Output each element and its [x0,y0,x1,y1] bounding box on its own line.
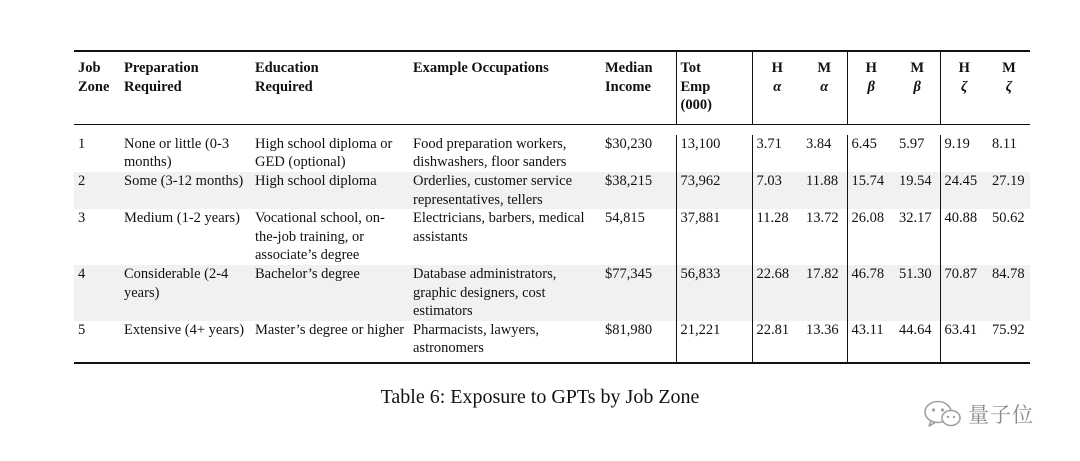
header-line: Education [255,60,319,76]
cell-income: 54,815 [605,210,645,227]
cell-m-beta: 44.64 [899,321,932,338]
cell-emp: 37,881 [676,209,752,265]
cell-occ: Pharmacists, lawyers, astronomers [413,321,540,357]
header-line: β [867,78,875,95]
header-line: H [958,60,970,76]
cell-m-alpha: 13.72 [806,210,839,227]
header-median-income [601,51,676,124]
header-line: (000) [680,97,712,114]
header-occupations [409,51,601,124]
header-preparation [120,51,251,124]
cell-edu: Vocational school, on-the-job training, or associate’s degree [255,210,385,264]
cell-m-zeta: 75.92 [992,321,1025,338]
cell-h-zeta: 63.41 [940,321,988,363]
cell-emp: 21,221 [676,321,752,363]
cell-m-zeta: 50.62 [992,210,1025,227]
header-line: α [820,78,829,95]
header-line: β [913,78,921,95]
header-line: H [771,60,783,76]
cell-emp: 56,833 [676,265,752,321]
cell-m-beta: 32.17 [899,210,932,227]
header-line: ζ [961,78,968,95]
cell-prep: Extensive (4+ years) [124,321,245,338]
cell-prep: None or little (0-3 months) [124,135,230,171]
header-line: M [1002,60,1016,76]
header-m-alpha [802,51,847,124]
header-line: Job [78,60,101,76]
cell-h-zeta: 40.88 [940,209,988,265]
cell-h-beta: 43.11 [847,321,895,363]
header-line: Required [255,78,313,95]
cell-m-alpha: 3.84 [806,135,832,152]
cell-edu: High school diploma or GED (optional) [255,135,393,171]
cell-m-alpha: 13.36 [806,321,839,338]
table-row [74,209,1030,265]
cell-zone: 3 [78,210,86,227]
header-line: ζ [1005,78,1013,95]
job-zone-table [74,50,1030,364]
spacer-row [74,124,1030,135]
cell-occ: Database administrators, graphic designers, cost estimators [409,265,601,321]
cell-emp: 13,100 [676,135,752,172]
header-line: α [773,78,782,95]
cell-h-alpha: 7.03 [752,172,802,209]
header-line: M [817,60,832,76]
header-line: M [910,60,925,76]
cell-h-zeta: 9.19 [940,135,988,172]
header-m-zeta [988,51,1030,124]
table-row [74,172,1030,209]
cell-income: $38,215 [601,172,676,209]
cell-h-alpha: 3.71 [752,135,802,172]
cell-h-beta: 6.45 [847,135,895,172]
header-line: Emp [680,78,711,95]
cell-h-alpha: 11.28 [752,209,802,265]
cell-h-beta: 15.74 [847,172,895,209]
header-h-beta [847,51,895,124]
table-row [74,265,1030,321]
cell-zone: 5 [78,321,86,338]
cell-m-beta: 5.97 [899,135,925,152]
cell-edu: High school diploma [251,172,409,209]
header-total-employment [676,51,752,124]
wechat-icon [922,399,962,429]
cell-h-zeta: 70.87 [940,265,988,321]
cell-occ: Food preparation workers, dishwashers, floor sanders [413,135,567,171]
cell-edu: Bachelor’s degree [251,265,409,321]
cell-h-alpha: 22.68 [752,265,802,321]
header-education [251,51,409,124]
cell-edu: Master’s degree or higher [255,321,405,338]
cell-zone: 2 [74,172,120,209]
cell-zone: 4 [74,265,120,321]
cell-income: $30,230 [605,135,653,152]
cell-prep: Some (3-12 months) [120,172,251,209]
cell-m-zeta: 84.78 [988,265,1030,321]
cell-emp: 73,962 [676,172,752,209]
table-row [74,135,1030,172]
header-m-beta [895,51,940,124]
cell-h-zeta: 24.45 [940,172,988,209]
cell-h-beta: 26.08 [847,209,895,265]
cell-h-alpha: 22.81 [752,321,802,363]
cell-m-beta: 19.54 [895,172,940,209]
cell-occ: Electricians, barbers, medical assistants [413,210,585,245]
header-line: Example Occupations [413,60,549,76]
cell-m-zeta: 8.11 [992,135,1017,152]
cell-income: $81,980 [605,321,653,338]
cell-m-alpha: 17.82 [802,265,847,321]
cell-occ: Orderlies, customer service representatives, tellers [409,172,601,209]
cell-m-beta: 51.30 [895,265,940,321]
cell-m-alpha: 11.88 [802,172,847,209]
table-row [74,321,1030,363]
header-job-zone [74,51,120,124]
header-line: H [865,60,877,76]
header-line: Required [124,78,182,95]
header-line: Preparation [124,60,199,76]
header-line: Zone [78,78,110,95]
cell-income: $77,345 [601,265,676,321]
header-line: Median [605,60,653,76]
watermark-text: 量子位 [968,403,1034,427]
header-h-zeta [940,51,988,124]
header-row [74,51,1030,124]
cell-prep: Considerable (2-4 years) [120,265,251,321]
cell-zone: 1 [78,135,86,152]
cell-h-beta: 46.78 [847,265,895,321]
header-h-alpha [752,51,802,124]
watermark [922,398,1062,430]
cell-prep: Medium (1-2 years) [124,210,240,227]
cell-m-zeta: 27.19 [988,172,1030,209]
table-caption: Table 6: Exposure to GPTs by Job Zone [380,386,700,408]
header-line: Tot [680,60,701,76]
header-line: Income [605,78,651,95]
